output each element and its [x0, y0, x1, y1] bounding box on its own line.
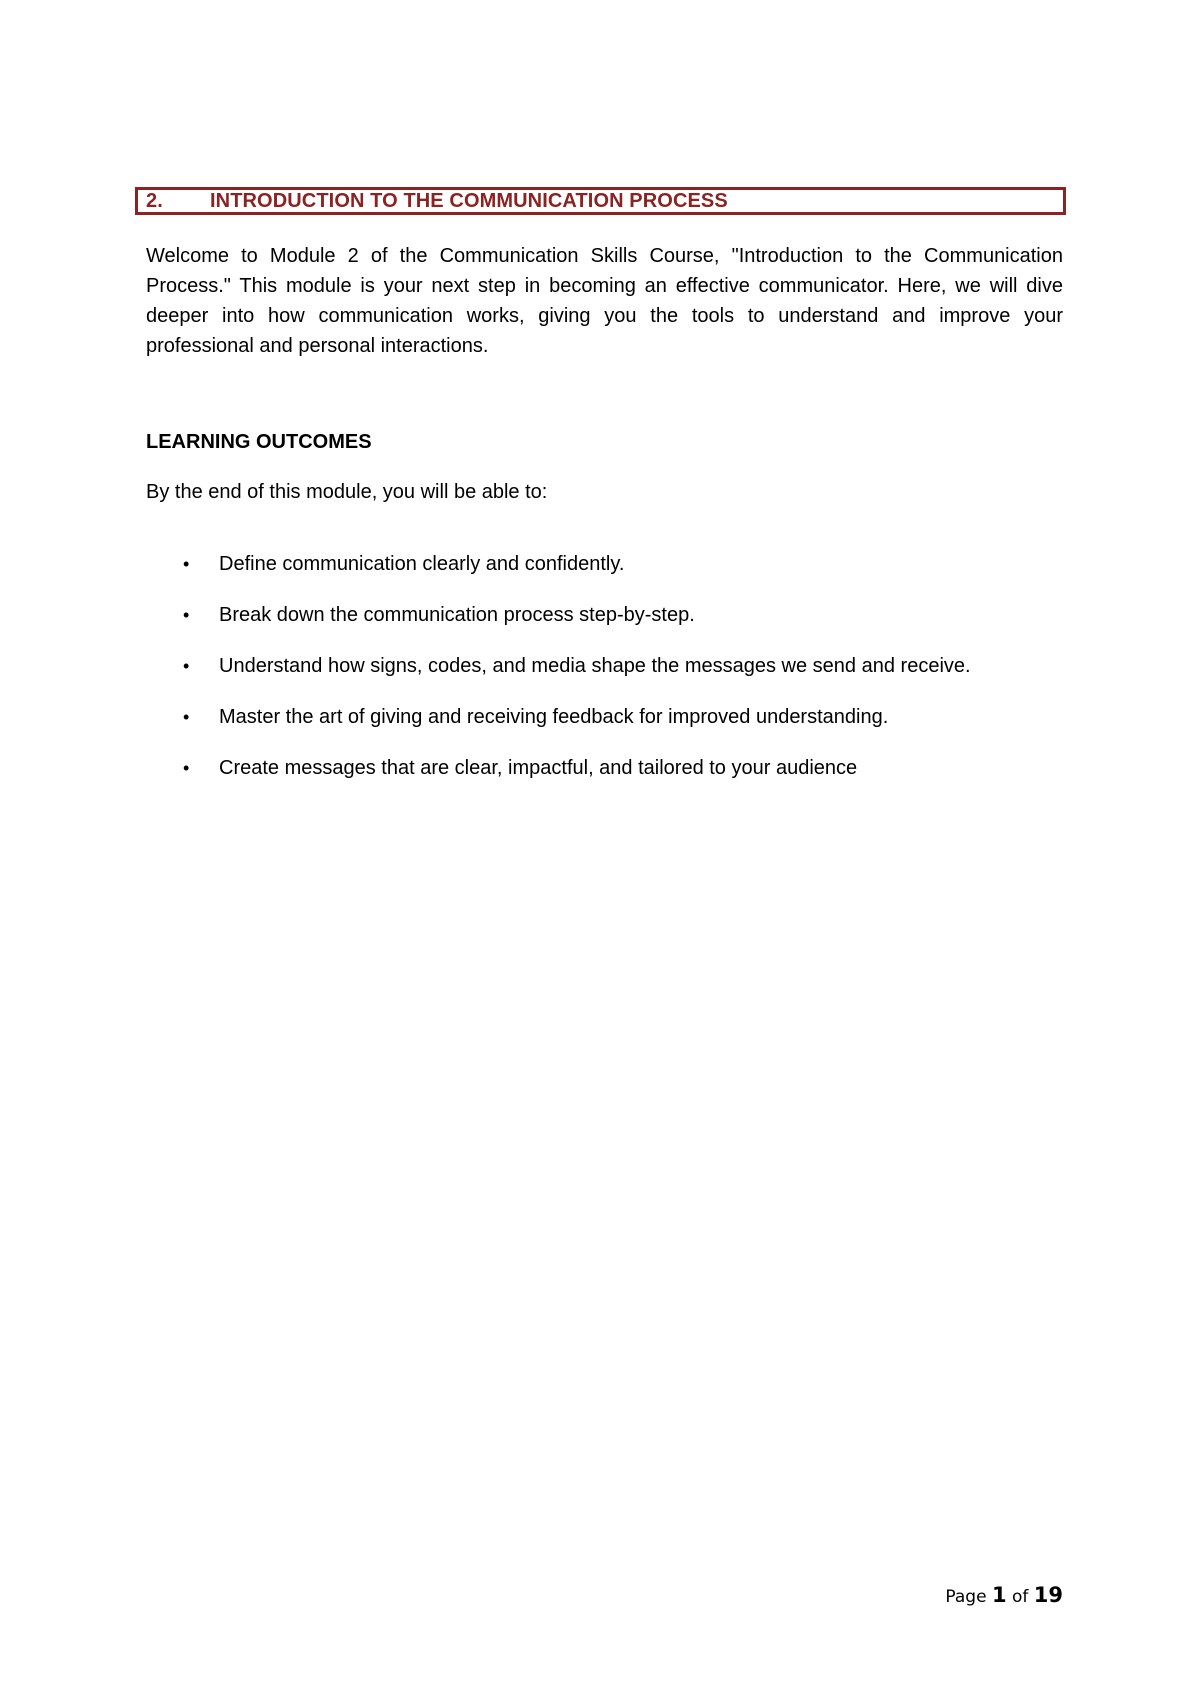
- learning-outcomes-heading: LEARNING OUTCOMES: [146, 431, 372, 453]
- list-item: [146, 755, 1066, 806]
- list-item-text: Create messages that are clear, impactful, and tailored to your audience: [219, 757, 858, 779]
- bullet-icon: •: [183, 707, 190, 727]
- learning-outcomes-lead: By the end of this module, you will be able to:: [146, 481, 548, 503]
- learning-outcomes-list: [146, 551, 1066, 806]
- list-item: [146, 602, 1066, 653]
- of-label: of: [1011, 1587, 1029, 1607]
- bullet-icon: •: [183, 758, 190, 778]
- section-heading-box: [135, 187, 1066, 215]
- list-item-text: Understand how signs, codes, and media shape the messages we send and receive.: [219, 655, 971, 677]
- list-item-text: Break down the communication process step-by-step.: [219, 604, 695, 626]
- bullet-icon: •: [183, 554, 190, 574]
- section-title: INTRODUCTION TO THE COMMUNICATION PROCESS: [210, 189, 728, 212]
- total-pages-number: 19: [1033, 1583, 1063, 1607]
- list-item: [146, 551, 1066, 602]
- current-page-number: 1: [991, 1583, 1007, 1607]
- bullet-icon: •: [183, 656, 190, 676]
- page-number-footer: [945, 1583, 1063, 1607]
- intro-paragraph: Welcome to Module 2 of the Communication Skills Course, "Introduction to the Communication Process." This module is your next step in becoming an effective communicator. Here, we will dive deeper into how communication works, giving you the tools to understand and improve your professional and personal interactions.: [146, 245, 1063, 357]
- list-item-text: Master the art of giving and receiving feedback for improved understanding.: [219, 706, 889, 728]
- page-label: Page: [945, 1587, 987, 1607]
- list-item: [146, 704, 1066, 755]
- list-item: [146, 653, 1066, 704]
- bullet-icon: •: [183, 605, 190, 625]
- section-number: 2.: [146, 189, 163, 212]
- list-item-text: Define communication clearly and confidently.: [219, 553, 625, 575]
